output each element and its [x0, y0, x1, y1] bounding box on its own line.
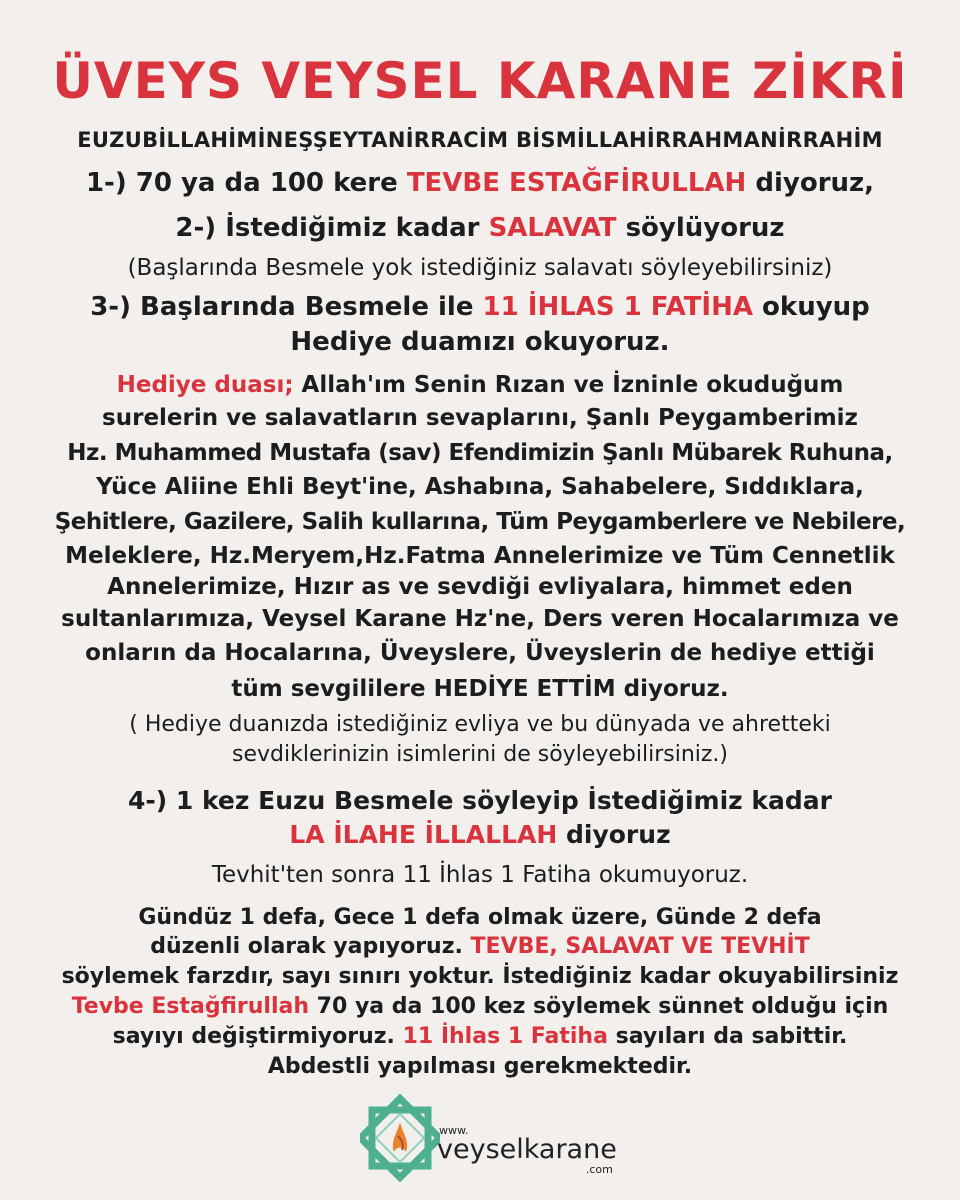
prayer-line: surelerin ve salavatların sevaplarını, Şanlı Peygamberimiz: [102, 405, 858, 431]
logo-tld: .com: [585, 1163, 613, 1176]
logo-emblem-icon: [360, 1094, 440, 1182]
invocation: EUZUBİLLAHİMİNEŞŞEYTANİRRACİM BİSMİLLAHİRRAHMANİRRAHİM: [77, 128, 883, 152]
step-1: [0, 168, 960, 198]
logo-domain: veyselkarane: [437, 1134, 617, 1165]
step-2-highlight: SALAVAT: [488, 213, 617, 243]
step-4-text-end: diyoruz: [557, 820, 671, 849]
step-2-note: (Başlarında Besmele yok istediğiniz salavatı söyleyebilirsiniz): [127, 255, 833, 281]
step-3-line-2: Hediye duamızı okuyoruz.: [290, 327, 670, 357]
step-2-text-end: söylüyoruz: [616, 213, 785, 243]
closing-line: [0, 1024, 960, 1049]
prayer-label: Hediye duası;: [116, 372, 294, 398]
step-2: [0, 213, 960, 243]
prayer-line: onların da Hocalarına, Üveyslere, Üveyslerin de hediye ettiği: [85, 640, 875, 666]
prayer-text: Allah'ım Senin Rızan ve İzninle okuduğum: [293, 372, 844, 398]
step-4-note: Tevhit'ten sonra 11 İhlas 1 Fatiha okumuyoruz.: [211, 862, 749, 888]
closing-text-end: sayıları da sabittir.: [607, 1024, 848, 1049]
prayer-emphasis: HEDİYE ETTİM: [433, 676, 616, 702]
prayer-text-end: diyoruz.: [615, 676, 729, 702]
prayer-line-1: [0, 372, 960, 398]
closing-highlight: 11 İhlas 1 Fatiha: [402, 1024, 608, 1049]
step-1-text: 1-) 70 ya da 100 kere: [85, 168, 407, 198]
page-title: ÜVEYS VEYSEL KARANE ZİKRİ: [52, 52, 908, 110]
step-2-text: 2-) İstediğimiz kadar: [175, 213, 489, 243]
prayer-note-line-1: ( Hediye duanızda istediğiniz evliya ve bu dünyada ve ahretteki: [129, 712, 831, 737]
closing-highlight: TEVBE, SALAVAT VE TEVHİT: [470, 934, 810, 959]
closing-text: 70 ya da 100 kez söylemek sünnet olduğu için: [309, 994, 889, 1019]
prayer-line: Meleklere, Hz.Meryem,Hz.Fatma Annelerimize ve Tüm Cennetlik: [65, 543, 895, 569]
closing-text: düzenli olarak yapıyoruz.: [150, 934, 471, 959]
closing-line: Gündüz 1 defa, Gece 1 defa olmak üzere, Günde 2 defa: [138, 905, 822, 930]
step-3: [0, 292, 960, 322]
step-3-text: 3-) Başlarında Besmele ile: [90, 292, 483, 322]
closing-text: sayıyı değiştirmiyoruz.: [112, 1024, 403, 1049]
step-1-highlight: TEVBE ESTAĞFİRULLAH: [406, 168, 747, 198]
logo-url[interactable]: [437, 1124, 617, 1176]
step-4-line-2: [0, 820, 960, 849]
step-4-highlight: LA İLAHE İLLALLAH: [289, 820, 558, 849]
logo-www: www.: [439, 1124, 469, 1137]
prayer-line-last: [0, 676, 960, 702]
closing-highlight: Tevbe Estağfirullah: [71, 994, 310, 1019]
prayer-line: Annelerimize, Hızır as ve sevdiği evliyalara, himmet eden: [107, 574, 853, 600]
closing-line: Abdestli yapılması gerekmektedir.: [267, 1054, 693, 1079]
step-3-highlight: 11 İHLAS 1 FATİHA: [482, 292, 753, 322]
closing-line: söylemek farzdır, sayı sınırı yoktur. İstediğiniz kadar okuyabilirsiniz: [61, 964, 899, 989]
prayer-text: tüm sevgililere: [231, 676, 434, 702]
step-4: 4-) 1 kez Euzu Besmele söyleyip İstediğimiz kadar: [127, 786, 833, 815]
closing-line: [0, 994, 960, 1019]
step-1-text-end: diyoruz,: [746, 168, 875, 198]
closing-line: [0, 934, 960, 959]
prayer-line: sultanlarımıza, Veysel Karane Hz'ne, Ders veren Hocalarımıza ve: [61, 606, 899, 632]
prayer-line: Şehitlere, Gazilere, Salih kullarına, Tüm Peygamberlere ve Nebilere,: [54, 509, 906, 535]
site-logo[interactable]: [360, 1094, 617, 1184]
step-3-text-end: okuyup: [752, 292, 870, 322]
prayer-line: Yüce Aliine Ehli Beyt'ine, Ashabına, Sahabelere, Sıddıklara,: [96, 474, 864, 500]
prayer-line: Hz. Muhammed Mustafa (sav) Efendimizin Şanlı Mübarek Ruhuna,: [67, 440, 893, 466]
prayer-note-line-2: sevdiklerinizin isimlerini de söyleyebilirsiniz.): [232, 742, 728, 767]
